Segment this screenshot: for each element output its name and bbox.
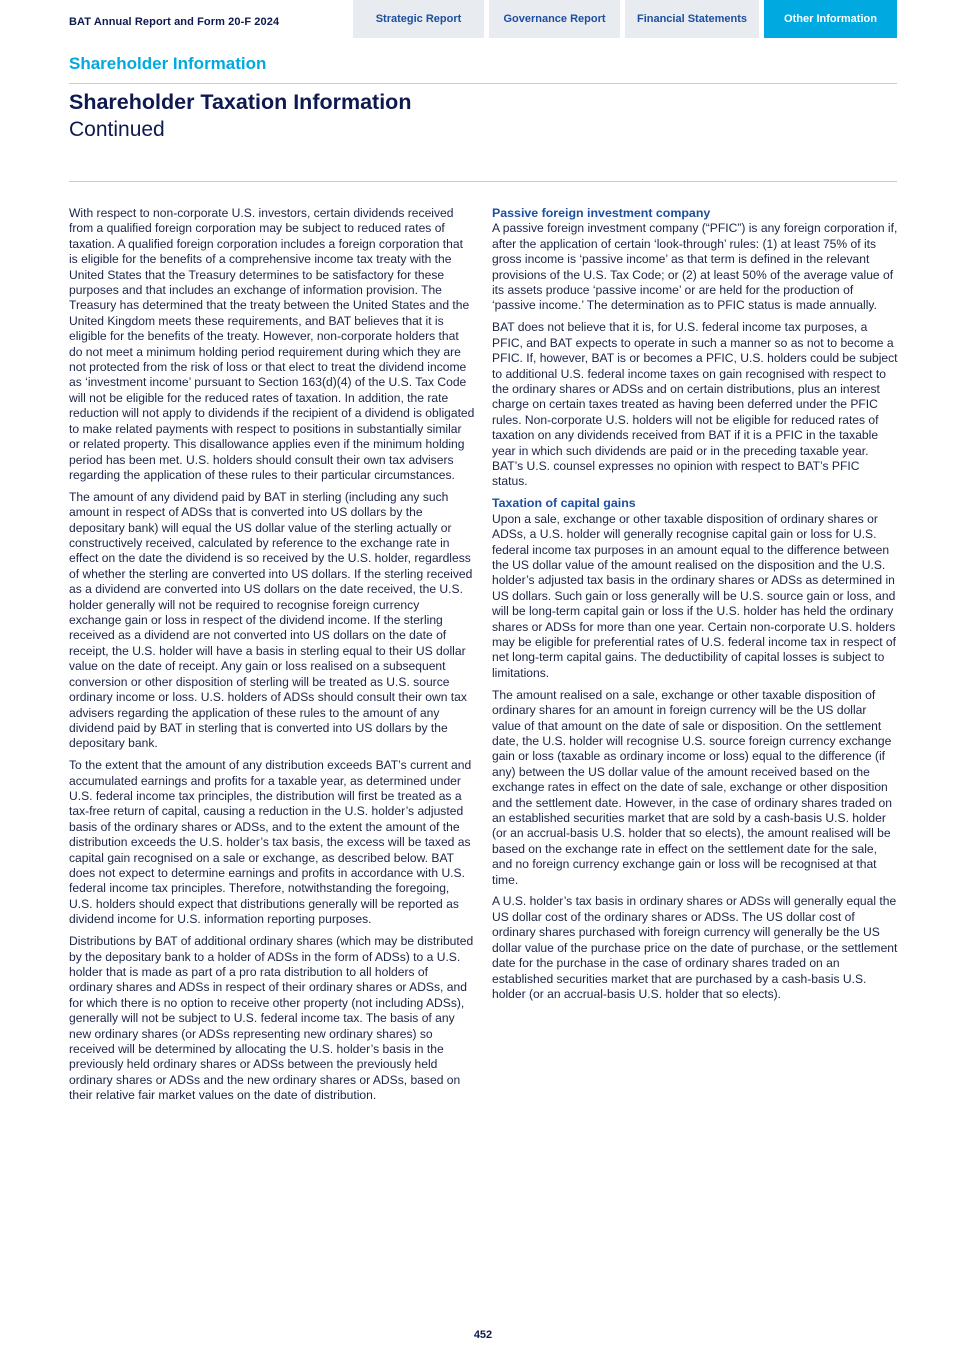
pfic-heading: Passive foreign investment company — [492, 206, 711, 220]
page-number: 452 — [473, 1329, 493, 1341]
paragraph: Upon a sale, exchange or other taxable disposition of ordinary shares or ADSs, a U.S. holder will generally recognise capital gain or loss for U.S. federal income tax purposes in an amount equal to the difference between the US dollar value of the amount realised on the disposition and the U.S. holder’s adjusted tax basis in the ordinary shares or ADSs as determined in US dollars. Such gain or loss generally will be U.S. source gain or loss, and will be long-term capital gain or loss if the U.S. holder has held the ordinary shares or ADSs for more than one year. Certain non-corporate U.S. holders may be eligible for preferential rates of U.S. federal income tax in respect of net long-term capital gains. The deductibility of capital losses is subject to limitations. — [492, 511, 896, 680]
capital-gains-heading: Taxation of capital gains — [492, 496, 636, 511]
paragraph: The amount realised on a sale, exchange or other taxable disposition of ordinary shares for an amount in foreign currency will be the US dollar value of that amount on the date of sale or disposition. On the settlement date, the U.S. holder will recognise U.S. source foreign currency exchange gain or loss (taxable as ordinary income or loss) equal to the difference (if any) between the US dollar value of the amount received based on the exchange rates in effect on the date of sale, exchange or other disposition and the settlement date. However, in the case of ordinary shares traded on an established securities market that are sold by a cash-basis U.S. holder (or an accrual-basis U.S. holder that so elects), the amount realised will be based on the exchange rate in effect on the settlement date for the sale, and no foreign currency exchange gain or loss will be recognised at that time. — [492, 687, 893, 887]
left-text-column — [69, 206, 475, 1110]
tab-financial-statements[interactable]: Financial Statements — [625, 0, 759, 38]
top-navigation-bar — [0, 0, 966, 38]
right-text-column — [492, 206, 898, 1009]
paragraph: With respect to non-corporate U.S. investors, certain dividends received from a qualified foreign corporation may be subject to reduced rates of taxation. A qualified foreign corporation includes a foreign corporation that is eligible for the benefits of a comprehensive income tax treaty with the United States that the Treasury determines to be satisfactory for these purposes and that includes an exchange of information provision. The Treasury has determined that the treaty between the United States and the United Kingdom meets these requirements, and BAT believes that it is eligible for the benefits of the treaty. However, non-corporate holders that do not meet a minimum holding period requirement during which they are not protected from the risk of loss or that elect to treat the dividend income as ‘investment income’ pursuant to Section 163(d)(4) of the U.S. Tax Code will not be eligible for the reduced rates of taxation. In addition, the rate reduction will not apply to dividends if the recipient of a dividend is obligated to make related payments with respect to positions in substantially similar or related property. This disallowance applies even if the minimum holding period has been met. U.S. holders should consult their own tax advisers regarding the application of these rules to their particular circumstances. — [69, 206, 475, 482]
document-title: BAT Annual Report and Form 20-F 2024 — [69, 16, 280, 28]
paragraph: A U.S. holder’s tax basis in ordinary shares or ADSs will generally equal the US dollar cost of the ordinary shares or ADSs. The US dollar cost of ordinary shares purchased with foreign currency will generally be the US dollar value of the purchase price on the date of purchase, or the settlement date for the purchase in the case of ordinary shares traded on an established securities market that are purchased by a cash-basis U.S. holder (or an accrual-basis U.S. holder that so elects). — [492, 894, 898, 1001]
paragraph: To the extent that the amount of any distribution exceeds BAT’s current and accumulated earnings and profits for a taxable year, as determined under U.S. federal income tax principles, the distribution will first be treated as a tax-free return of capital, causing a reduction in the U.S. holder’s adjusted basis of the ordinary shares or ADSs, and to the extent the amount of the distribution exceeds the U.S. holder’s tax basis, the excess will be taxed as capital gain recognised on a sale or exchange, as described below. BAT does not expect to determine earnings and profits in accordance with U.S. federal income tax principles. Therefore, notwithstanding the foregoing, U.S. holders should expect that distributions generally will be reported as dividend income for U.S. information reporting purposes. — [69, 758, 472, 927]
tab-governance-report[interactable]: Governance Report — [489, 0, 620, 38]
divider — [69, 181, 897, 182]
page-subtitle: Continued — [69, 118, 165, 141]
tab-other-information[interactable]: Other Information — [764, 0, 897, 38]
paragraph: Distributions by BAT of additional ordinary shares (which may be distributed by the depositary bank to a holder of ADSs in the form of ADSs) to a U.S. holder that is made as part of a pro rata distribution to all holders of ordinary shares and ADSs in respect of their ordinary shares or ADSs, and for which there is no option to receive other property (not including ADSs), generally will not be subject to U.S. federal income tax. The basis of any new ordinary shares (or ADSs representing new ordinary shares) so received will be determined by allocating the U.S. holder’s basis in the previously held ordinary shares or ADSs between the previously held ordinary shares or ADSs and the new ordinary shares or ADSs, based on their relative fair market values on the date of distribution. — [69, 934, 474, 1103]
paragraph: The amount of any dividend paid by BAT in sterling (including any such amount in respect of ADSs that is converted into US dollars by the depositary bank) will equal the US dollar value of the sterling actually or constructively received, calculated by reference to the exchange rate in effect on the date the dividend is so received by the U.S. holder, regardless of whether the sterling are converted into US dollars. If the sterling received as a dividend are converted into US dollars on the date received, the U.S. holder generally will not be required to recognise foreign currency exchange gain or loss in respect of the dividend income. If the sterling received as a dividend are not converted into US dollars on the date of receipt, the U.S. holder will have a basis in sterling equal to their US dollar value on the date of receipt. Any gain or loss realised on a subsequent conversion or other disposition of sterling will be treated as U.S. source ordinary income or loss. U.S. holders of ADSs should consult their own tax advisers regarding the application of these rules to the amount of any dividend paid by BAT in sterling that is converted into US dollars by the depositary bank. — [69, 489, 473, 751]
paragraph: A passive foreign investment company (“PFIC”) is any foreign corporation if, after the application of certain ‘look-through’ rules: (1) at least 75% of its gross income is ‘passive income’ as that term is defined in the relevant provisions of the U.S. Tax Code; or (2) at least 50% of the average value of its assets produce ‘passive income’ or are held for the production of ‘passive income.’ The determination as to PFIC status is made annually. — [492, 221, 898, 313]
paragraph: BAT does not believe that it is, for U.S. federal income tax purposes, a PFIC, and BAT expects to operate in such a manner so as not to become a PFIC. If, however, BAT is or becomes a PFIC, U.S. holders could be subject to additional U.S. federal income taxes on gain recognised with respect to the ordinary shares or ADSs and on certain distributions, plus an interest charge on certain taxes treated as having been deferred under the PFIC rules. Non-corporate U.S. holders will not be eligible for reduced rates of taxation on any dividends received from BAT if it is a PFIC in the taxable year in which such dividends are paid or in the preceding taxable year. BAT’s U.S. counsel expresses no opinion with respect to BAT’s PFIC status. — [492, 320, 898, 489]
page-title: Shareholder Taxation Information — [69, 90, 412, 114]
section-label: Shareholder Information — [69, 54, 267, 73]
divider — [69, 83, 897, 84]
tab-strategic-report[interactable]: Strategic Report — [353, 0, 484, 38]
